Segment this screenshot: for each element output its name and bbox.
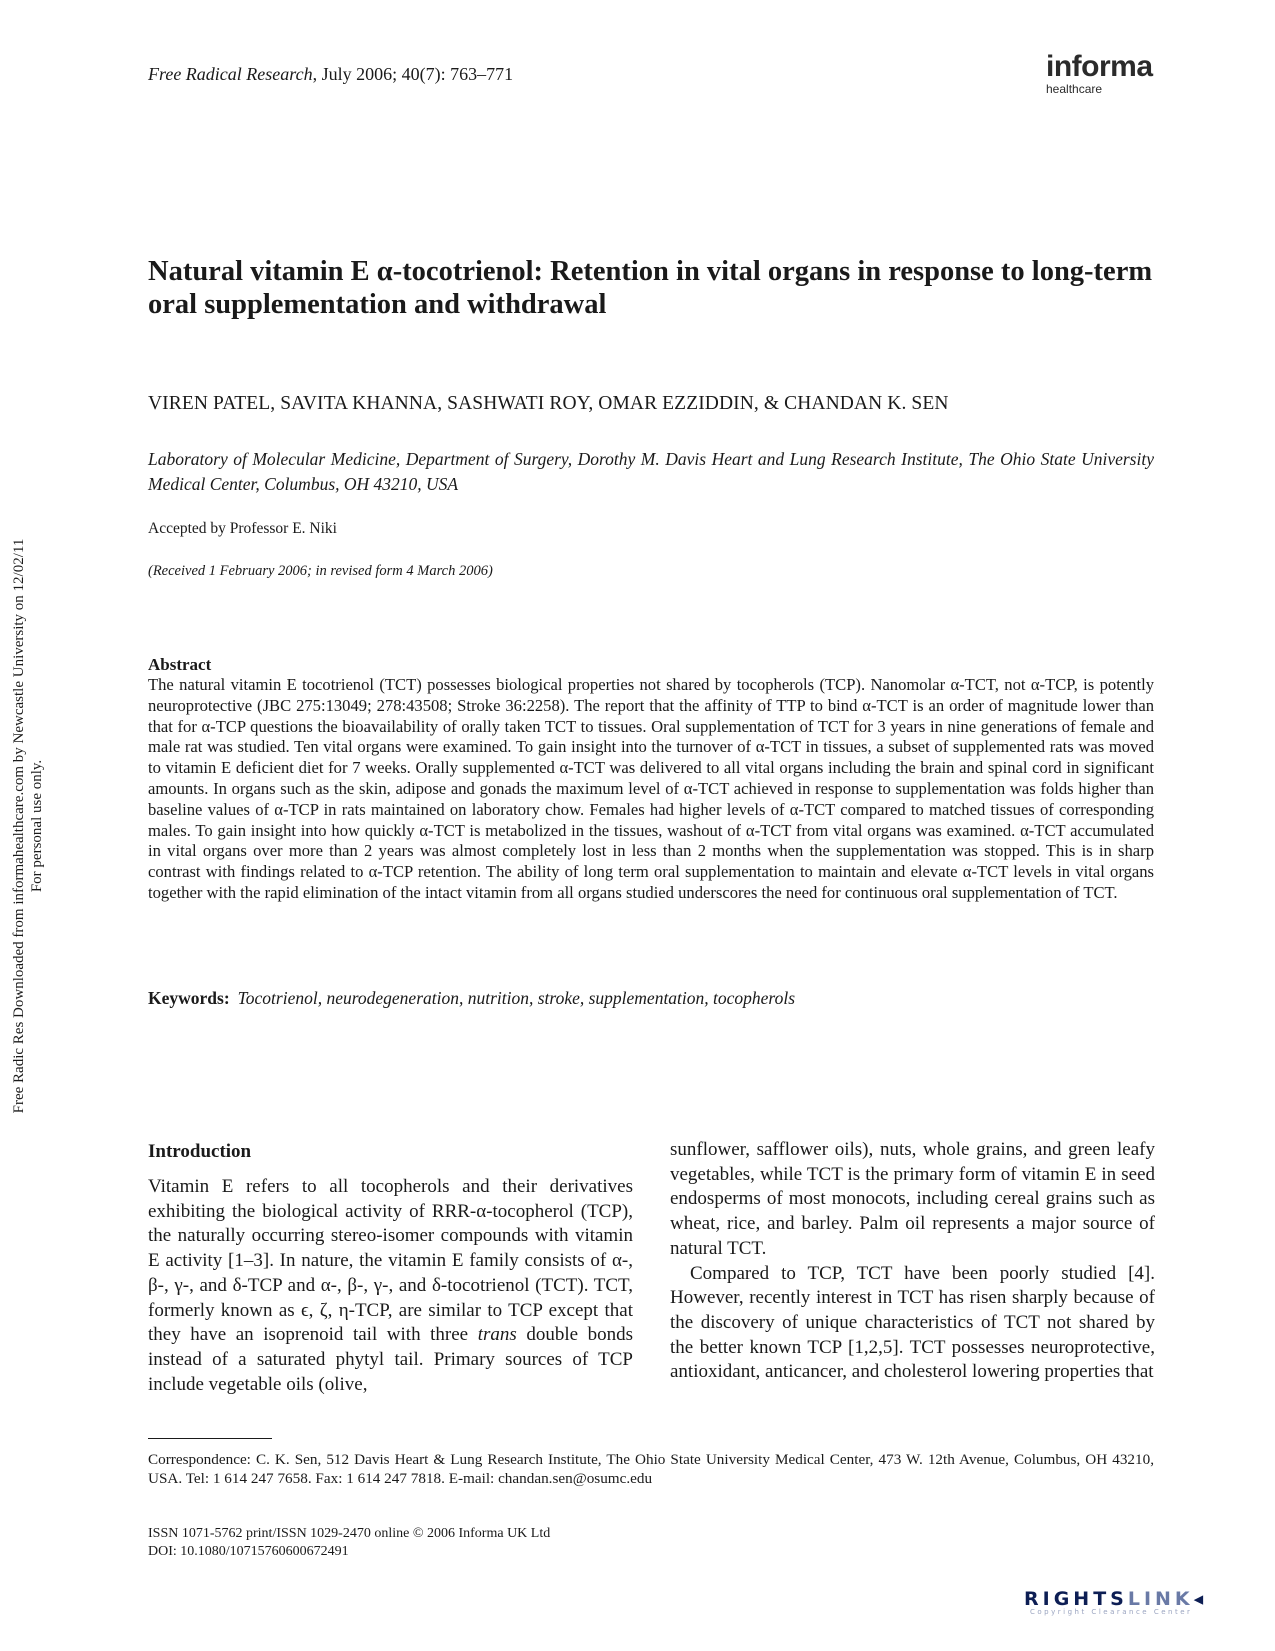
rightslink-word-dark: RIGHTS (1024, 1588, 1128, 1610)
keywords-list: Tocotrienol, neurodegeneration, nutrition, stroke, supplementation, tocopherols (237, 988, 796, 1008)
citation-details: , July 2006; 40(7): 763–771 (312, 64, 514, 84)
download-note-line2: For personal use only. (29, 759, 45, 893)
body-column-left (148, 1175, 633, 1397)
paragraph-text: double bonds instead of a saturated phytyl tail. Primary sources of TCP include vegetable oils (olive, (148, 1324, 633, 1395)
rightslink-sub: Copyright Clearance Center (1030, 1608, 1193, 1616)
rightslink-arrow-icon: ◂ (1193, 1588, 1208, 1610)
paragraph: Compared to TCP, TCT have been poorly studied [4]. However, recently interest in TCT has risen sharply because of the discovery of unique characteristics of TCT not shared by the better known TCP [1,2,5]. TCT possesses neuroprotective, antioxidant, anticancer, and cholesterol lowering properties that (670, 1262, 1155, 1383)
introduction-heading: Introduction (148, 1141, 252, 1162)
paragraph-italic: trans (477, 1324, 517, 1346)
rightslink-logo (1024, 1588, 1254, 1622)
received-dates: (Received 1 February 2006; in revised form 4 March 2006) (148, 563, 493, 579)
issn-block (148, 1525, 550, 1561)
accepted-by: Accepted by Professor E. Niki (148, 520, 337, 537)
article-title: Natural vitamin E α-tocotrienol: Retention in vital organs in response to long-term oral supplementation and withdrawal (148, 256, 1153, 320)
rightslink-wordmark (1024, 1588, 1254, 1610)
correspondence-note: Correspondence: C. K. Sen, 512 Davis Heart & Lung Research Institute, The Ohio State University Medical Center, 473 W. 12th Avenue, Columbus, OH 43210, USA. Tel: 1 614 247 7658. Fax: 1 614 247 7818. E-mail: chandan.sen@osumc.edu (148, 1451, 1154, 1487)
body-column-right (670, 1138, 1155, 1385)
abstract-heading: Abstract (148, 655, 212, 674)
abstract-body: The natural vitamin E tocotrienol (TCT) possesses biological properties not shared by tocopherols (TCP). Nanomolar α-TCT, not α-TCP, is potently neuroprotective (JBC 275:13049; 278:43508; Stroke 36:2258). The report that the affinity of TTP to bind α-TCT is an order of magnitude lower than that for α-TCP questions the bioavailability of orally taken TCT to tissues. Oral supplementation of TCT for 3 years in nine generations of female and male rat was studied. Ten vital organs were examined. To gain insight into the turnover of α-TCT in tissues, a subset of supplemented rats was moved to vitamin E deficient diet for 7 weeks. Orally supplemented α-TCT was delivered to all vital organs including the brain and spinal cord in significant amounts. In organs such as the skin, adipose and gonads the maximum level of α-TCT achieved in response to supplementation was folds higher than baseline values of α-TCP in rats maintained on laboratory chow. Females had higher levels of α-TCT compared to matched tissues of corresponding males. To gain insight into how quickly α-TCT is metabolized in the tissues, washout of α-TCT from vital organs was examined. α-TCT accumulated in vital organs over more than 2 years was almost completely lost in less than 2 months when the supplementation was stopped. This is in sharp contrast with findings related to α-TCP retention. The ability of long term oral supplementation to maintain and elevate α-TCT levels in vital organs together with the rapid elimination of the intact vitamin from all organs studied underscores the need for continuous oral supplementation of TCT. (148, 675, 1154, 902)
affiliation: Laboratory of Molecular Medicine, Department of Surgery, Dorothy M. Davis Heart and Lung Research Institute, The Ohio State University Medical Center, Columbus, OH 43210, USA (148, 449, 1154, 494)
paragraph (148, 1175, 633, 1397)
keywords (148, 988, 795, 1009)
publisher-brand: informa (1046, 50, 1153, 83)
journal-name: Free Radical Research (148, 64, 313, 84)
keywords-label: Keywords: (148, 988, 230, 1008)
download-watermark (10, 506, 46, 1146)
doi: DOI: 10.1080/10715760600672491 (148, 1544, 349, 1559)
rightslink-word-light: LINK (1127, 1588, 1194, 1610)
footnote-divider (148, 1438, 272, 1439)
paragraph-text: Vitamin E refers to all tocopherols and their derivatives exhibiting the biological activity of RRR-α-tocopherol (TCP), the naturally occurring stereo-isomer compounds with vitamin E activity [1–3]. In nature, the vitamin E family consists of α-, β-, γ-, and δ-TCP and α-, β-, γ-, and δ-tocotrienol (TCT). TCT, formerly known as ϵ, ζ, η-TCP, are similar to TCP except that they have an isoprenoid tail with three (148, 1176, 633, 1346)
author-list: VIREN PATEL, SAVITA KHANNA, SASHWATI ROY, OMAR EZZIDDIN, & CHANDAN K. SEN (148, 393, 949, 414)
journal-citation (148, 64, 513, 85)
paragraph: sunflower, safflower oils), nuts, whole grains, and green leafy vegetables, while TCT is the primary form of vitamin E in seed endosperms of most monocots, including cereal grains such as wheat, rice, and barley. Palm oil represents a major source of natural TCT. (670, 1139, 1155, 1259)
download-note-line1: Free Radic Res Downloaded from informahealthcare.com by Newcastle University on 12/02/11 (11, 538, 27, 1114)
publisher-sub: healthcare (1046, 82, 1103, 96)
issn: ISSN 1071-5762 print/ISSN 1029-2470 online © 2006 Informa UK Ltd (148, 1526, 551, 1541)
publisher-logo (1046, 52, 1156, 96)
